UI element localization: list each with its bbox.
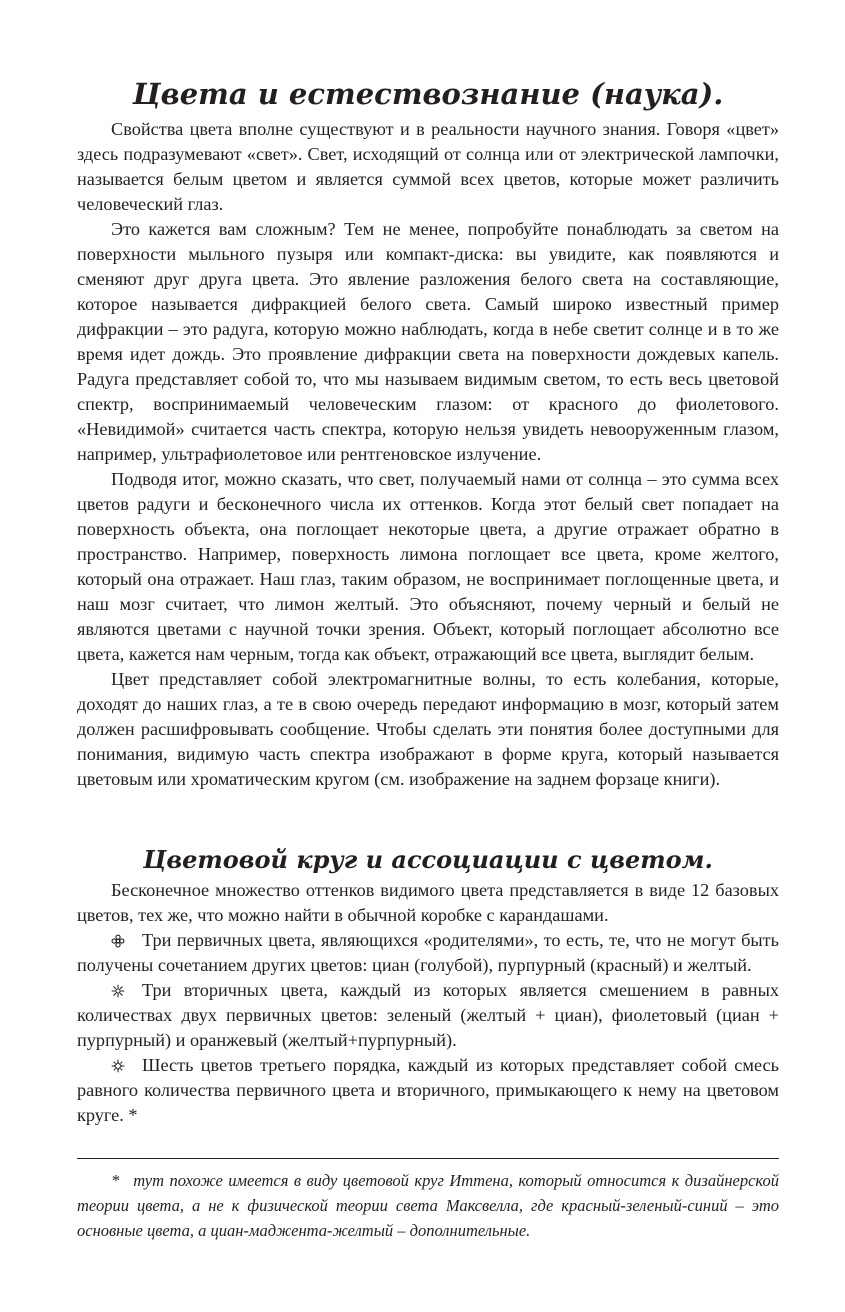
paragraph: Бесконечное множество оттенков видимого цвета представляется в виде 12 базовых цветов, тех же, что можно найти в обычной коробке с карандашами. — [77, 880, 779, 925]
list-item — [77, 928, 779, 978]
footnote-marker: * — [111, 1171, 120, 1190]
list-item — [77, 978, 779, 1053]
section-title-science: Цвета и естествознание (наука). — [132, 77, 724, 111]
snowflake-ornament-icon — [111, 1059, 125, 1073]
star-ornament-icon — [111, 984, 125, 998]
list-item-text: Шесть цветов третьего порядка, каждый из которых представляет собой смесь равного количества первичного цвета и вторичного, примыкающего к нему на цветовом круге. * — [77, 1055, 779, 1125]
footnote-divider — [77, 1158, 779, 1159]
paragraph: Свойства цвета вполне существуют и в реальности научного знания. Говоря «цвет» здесь подразумевают «свет». Свет, исходящий от солнца или от электрической лампочки, называется белым цветом и является суммой всех цветов, которые может различить человеческий глаз. — [77, 119, 779, 214]
section-body-color-wheel — [77, 878, 779, 1128]
list-item-text: Три вторичных цвета, каждый из которых является смешением в равных количествах двух первичных цветов: зеленый (желтый + циан), фиолетовый (циан + пурпурный) и оранжевый (желтый+пурпурный). — [77, 980, 779, 1050]
paragraph: Подводя итог, можно сказать, что свет, получаемый нами от солнца – это сумма всех цветов радуги и бесконечного числа их оттенков. Когда этот белый свет попадает на поверхность объекта, она поглощает некоторые цвета, а другие отражает обратно в пространство. Например, поверхность лимона поглощает все цвета, кроме желтого, который она отражает. Наш глаз, таким образом, не воспринимает поглощенные цвета, и наш мозг считает, что лимон желтый. Это объясняют, почему черный и белый не являются цветами с научной точки зрения. Объект, который поглощает абсолютно все цвета, кажется нам черным, тогда как объект, отражающий все цвета, выглядит белым. — [77, 469, 779, 664]
list-item-text: Три первичных цвета, являющихся «родителями», то есть, те, что не могут быть получены сочетанием других цветов: циан (голубой), пурпурный (красный) и желтый. — [77, 930, 779, 975]
paragraph: Это кажется вам сложным? Тем не менее, попробуйте понаблюдать за светом на поверхности мыльного пузыря или компакт-диска: вы увидите, как появляются и сменяют друг друга цвета. Это явление разложения белого света на составляющие, которое называется дифракцией белого света. Самый широко известный пример дифракции – это радуга, которую можно наблюдать, когда в небе светит солнце и в то же время идет дождь. Это проявление дифракции света на поверхности дождевых капель. Радуга представляет собой то, что мы называем видимым светом, то есть весь цветовой спектр, воспринимаемый человеческим глазом: от красного до фиолетового. «Невидимой» считается часть спектра, которую нельзя увидеть невооруженным глазом, например, ультрафиолетовое или рентгеновское излучение. — [77, 219, 779, 464]
list-item — [77, 1053, 779, 1128]
flower-ornament-icon — [111, 934, 125, 948]
paragraph: Цвет представляет собой электромагнитные волны, то есть колебания, которые, доходят до наших глаз, а те в свою очередь передают информацию в мозг, который затем должен расшифровывать сообщение. Чтобы сделать эти понятия более доступными для понимания, видимую часть спектра изображают в форме круга, который называется цветовым или хроматическим кругом (см. изображение на заднем форзаце книги). — [77, 669, 779, 789]
footnote — [77, 1168, 779, 1243]
section-title-color-wheel: Цветовой круг и ассоциации с цветом. — [143, 845, 713, 874]
section-body-science — [77, 117, 779, 792]
footnote-text: тут похоже имеется в виду цветовой круг Иттена, который относится к дизайнерской теории цвета, а не к физической теории света Максвелла, где красный-зеленый-синий – это основные цвета, а циан-маджента-желтый – дополнительные. — [77, 1171, 779, 1240]
